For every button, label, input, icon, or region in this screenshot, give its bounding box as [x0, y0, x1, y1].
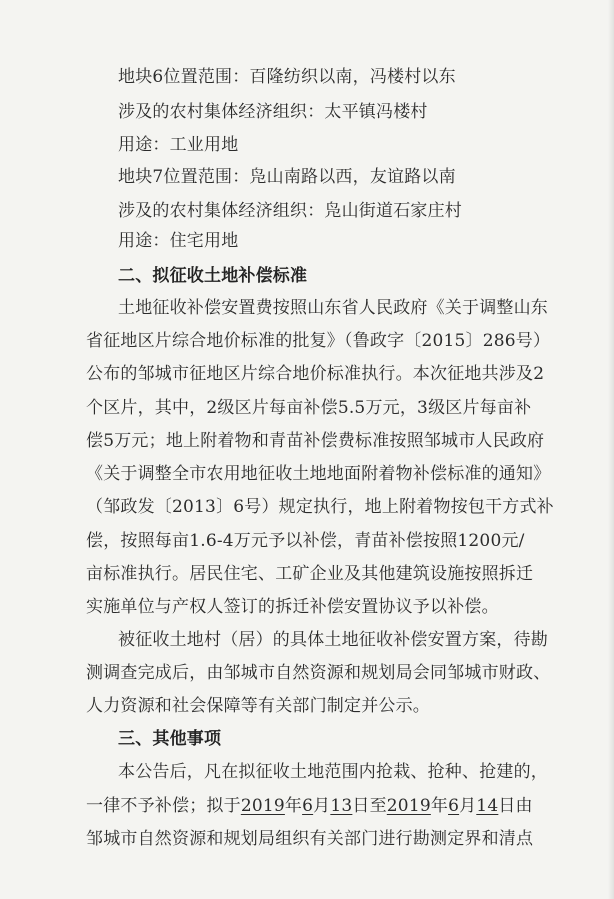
year-char: 年 — [284, 796, 303, 816]
section3-line: 邹城市自然资源和规划局组织有关部门进行勘测定界和清点 — [86, 829, 534, 849]
day-to-text: 日至 — [352, 796, 387, 816]
end-day: 14 — [476, 796, 499, 816]
section2-para1-line: 偿，按照每亩1.6-4万元予以补偿，青苗补偿按照1200元/ — [86, 531, 525, 551]
day-by-text: 日由 — [498, 796, 533, 816]
month-char: 月 — [313, 796, 331, 816]
start-month: 6 — [302, 796, 314, 816]
section2-para2-line: 人力资源和社会保障等有关部门制定并公示。 — [86, 696, 430, 716]
plot6-location: 地块6位置范围：百隆纺织以南，冯楼村以东 — [118, 67, 456, 87]
plot7-collective: 涉及的农村集体经济组织：凫山街道石家庄村 — [118, 201, 462, 221]
section2-para1-line: 《关于调整全市农用地征收土地地面附着物补偿标准的通知》 — [86, 464, 551, 484]
section2-para1-line: 省征地区片综合地价标准的批复》（鲁政字〔2015〕286号） — [86, 331, 551, 351]
section2-heading: 二、拟征收土地补偿标准 — [118, 266, 308, 286]
section3-date-line — [86, 795, 533, 817]
section2-para1-line: 土地征收补偿安置费按照山东省人民政府《关于调整山东 — [118, 298, 548, 318]
date-prefix-text: 一律不予补偿；拟于 — [86, 796, 241, 816]
plot7-location: 地块7位置范围：凫山南路以西，友谊路以南 — [118, 167, 456, 187]
section2-para1-line: 公布的邹城市征地区片综合地价标准执行。本次征地共涉及2 — [86, 364, 545, 384]
section3-heading: 三、其他事项 — [118, 729, 222, 749]
start-year: 2019 — [240, 796, 285, 816]
end-year: 2019 — [386, 796, 431, 816]
section2-para1-line: 实施单位与产权人签订的拆迁补偿安置协议予以补偿。 — [86, 597, 499, 617]
section2-para1-line: （邹政发〔2013〕6号）规定执行，地上附着物按包干方式补 — [86, 497, 554, 517]
section2-para2-line: 被征收土地村（居）的具体土地征收补偿安置方案，待勘 — [118, 630, 548, 650]
start-day: 13 — [330, 796, 353, 816]
plot6-usage: 用途：工业用地 — [118, 135, 239, 155]
end-month: 6 — [448, 796, 460, 816]
section2-para2-line: 测调查完成后，由邹城市自然资源和规划局会同邹城市财政、 — [86, 663, 551, 683]
month-char: 月 — [459, 796, 477, 816]
plot7-usage: 用途：住宅用地 — [118, 231, 239, 251]
section3-line: 本公告后，凡在拟征收土地范围内抢栽、抢种、抢建的， — [118, 762, 548, 782]
plot6-collective: 涉及的农村集体经济组织：太平镇冯楼村 — [118, 102, 428, 122]
section2-para1-line: 个区片，其中，2级区片每亩补偿5.5万元，3级区片每亩补 — [86, 398, 532, 418]
section2-para1-line: 偿5万元；地上附着物和青苗补偿费标准按照邹城市人民政府 — [86, 431, 545, 451]
section2-para1-line: 亩标准执行。居民住宅、工矿企业及其他建筑设施按照拆迁 — [86, 564, 534, 584]
year-char: 年 — [430, 796, 449, 816]
scan-edge-shadow — [608, 0, 614, 899]
